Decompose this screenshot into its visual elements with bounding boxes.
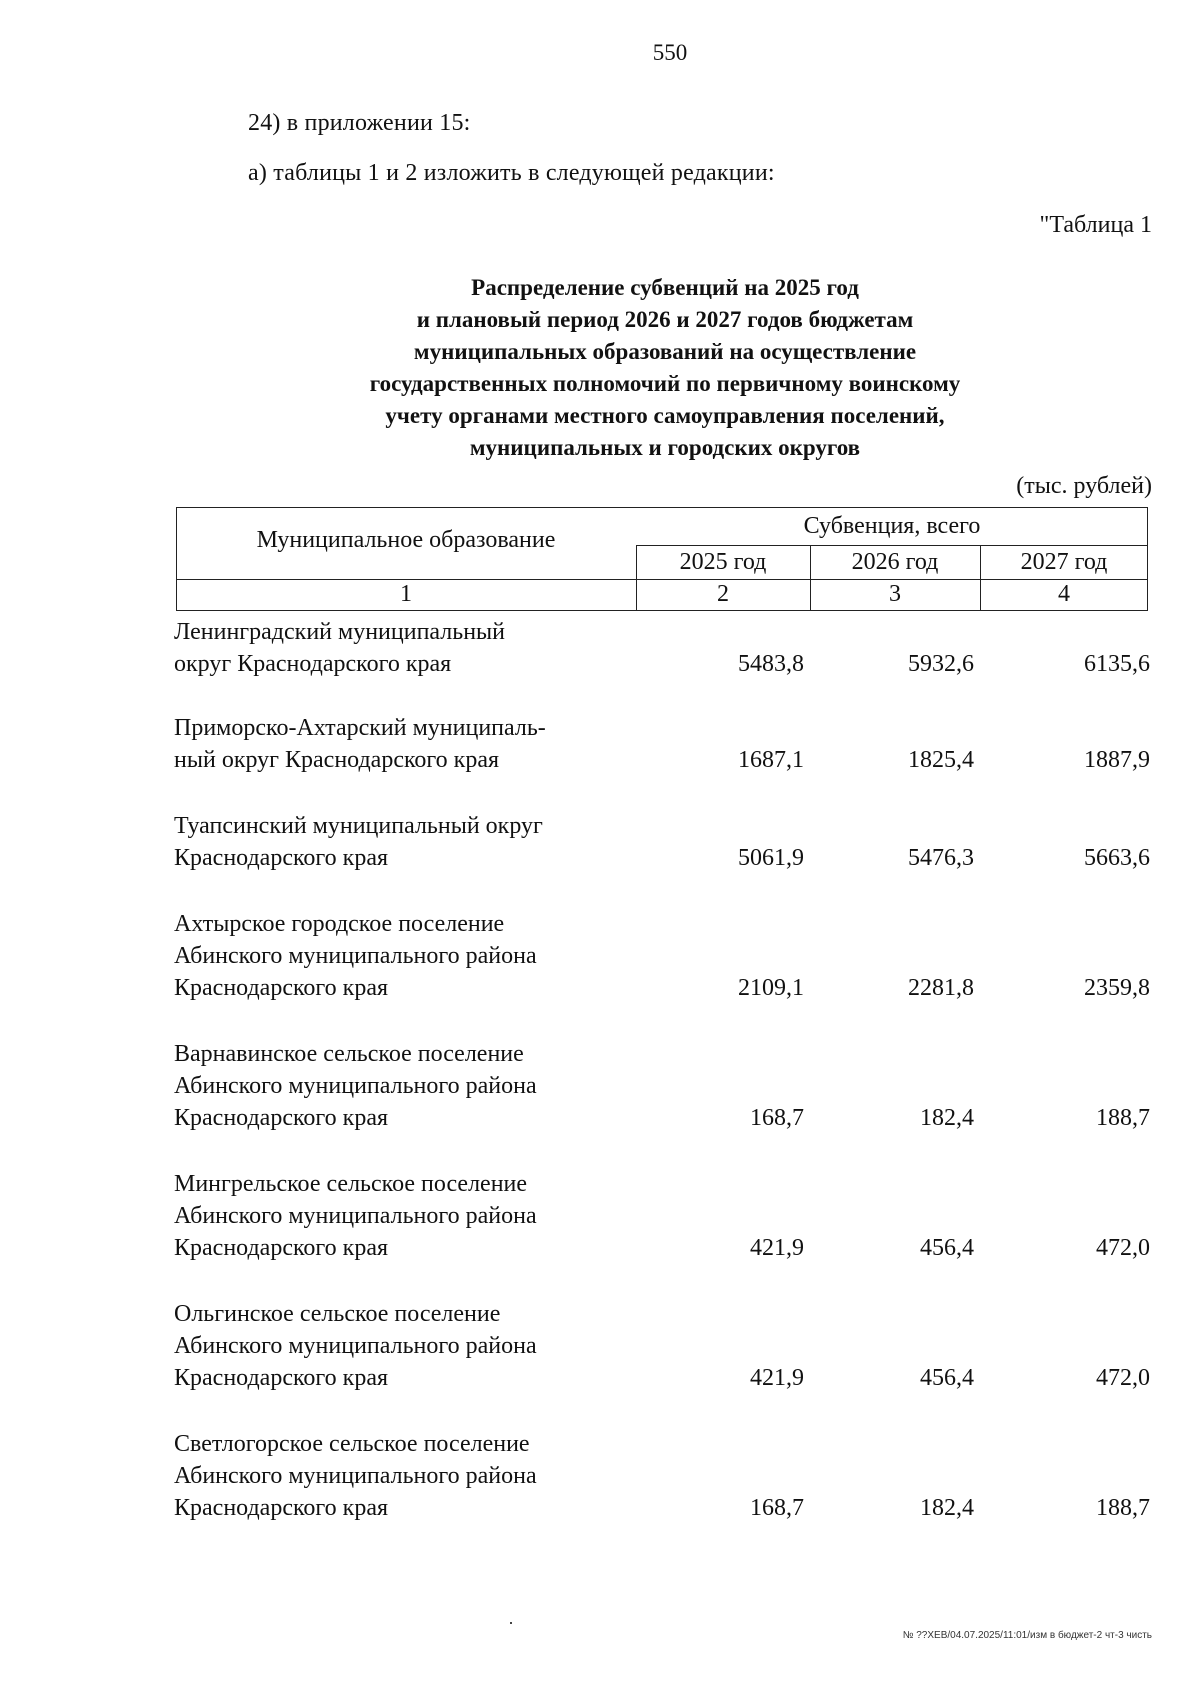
value-2025: 421,9 — [750, 1365, 804, 1391]
header-num-1: 1 — [400, 581, 412, 607]
row-name-line: Ольгинское сельское поселение — [174, 1301, 501, 1327]
value-2025: 421,9 — [750, 1235, 804, 1261]
header-top-border — [176, 507, 1148, 508]
value-2027: 1887,9 — [1084, 747, 1150, 773]
row-name-line: Ахтырское городское поселение — [174, 911, 505, 937]
row-name-line: Абинского муниципального района — [174, 1463, 537, 1489]
value-2027: 5663,6 — [1084, 845, 1150, 871]
header-year-2027: 2027 год — [1020, 549, 1108, 575]
header-year-2025: 2025 год — [679, 549, 767, 575]
row-name-line: Туапсинский муниципальный округ — [174, 813, 543, 839]
intro-line-2: а) таблицы 1 и 2 изложить в следующей редакции: — [248, 160, 775, 186]
units-label: (тыс. рублей) — [1016, 473, 1152, 499]
value-2027: 2359,8 — [1084, 975, 1150, 1001]
row-name-line: Краснодарского края — [174, 845, 389, 871]
header-group-border — [636, 545, 1148, 546]
row-name — [174, 1428, 634, 1524]
value-2027: 6135,6 — [1084, 651, 1150, 677]
row-name — [174, 908, 634, 1004]
row-name-line: Приморско-Ахтарский муниципаль- — [174, 715, 546, 741]
value-2026: 2281,8 — [908, 975, 974, 1001]
row-name-line: Ленинградский муниципальный — [174, 619, 506, 645]
title-line: учету органами местного самоуправления поселений, — [385, 403, 945, 428]
header-mid-border — [176, 579, 1148, 580]
table-label: "Таблица 1 — [1039, 212, 1152, 238]
value-2026: 456,4 — [920, 1365, 974, 1391]
title-line: государственных полномочий по первичному воинскому — [369, 371, 961, 396]
page-number: 550 — [652, 40, 688, 65]
row-name-line: Абинского муниципального района — [174, 1073, 537, 1099]
title-line: муниципальных образований на осуществление — [413, 339, 917, 364]
title-line: Распределение субвенций на 2025 год — [471, 275, 859, 300]
header-num-2: 2 — [717, 581, 729, 607]
table-header — [176, 507, 1148, 611]
value-2025: 5483,8 — [738, 651, 804, 677]
header-num-4: 4 — [1058, 581, 1070, 607]
header-num-3: 3 — [889, 581, 901, 607]
row-name — [174, 810, 634, 874]
row-name-line: Краснодарского края — [174, 975, 389, 1001]
value-2027: 188,7 — [1096, 1105, 1150, 1131]
value-2026: 5932,6 — [908, 651, 974, 677]
value-2027: 472,0 — [1096, 1235, 1150, 1261]
value-2026: 182,4 — [920, 1495, 974, 1521]
row-name-line: Абинского муниципального района — [174, 1333, 537, 1359]
row-name — [174, 712, 634, 776]
header-group: Субвенция, всего — [803, 513, 981, 539]
value-2026: 456,4 — [920, 1235, 974, 1261]
value-2026: 5476,3 — [908, 845, 974, 871]
row-name-line: округ Краснодарского края — [174, 651, 452, 677]
value-2025: 168,7 — [750, 1495, 804, 1521]
row-name-line: Краснодарского края — [174, 1495, 389, 1521]
row-name-line: Краснодарского края — [174, 1235, 389, 1261]
intro-line-1: 24) в приложении 15: — [248, 110, 471, 136]
row-name-line: Абинского муниципального района — [174, 943, 537, 969]
value-2026: 1825,4 — [908, 747, 974, 773]
header-bottom-border — [176, 610, 1148, 611]
row-name — [174, 1298, 634, 1394]
value-2025: 2109,1 — [738, 975, 804, 1001]
value-2025: 168,7 — [750, 1105, 804, 1131]
row-name-line: Краснодарского края — [174, 1105, 389, 1131]
value-2025: 1687,1 — [738, 747, 804, 773]
table-title — [250, 272, 1080, 464]
header-year-2026: 2026 год — [851, 549, 939, 575]
row-name-line: Абинского муниципального района — [174, 1203, 537, 1229]
row-name-line: Варнавинское сельское поселение — [174, 1041, 524, 1067]
row-name-line: Светлогорское сельское поселение — [174, 1431, 530, 1457]
title-line: и плановый период 2026 и 2027 годов бюджетам — [416, 307, 914, 332]
value-2026: 182,4 — [920, 1105, 974, 1131]
title-line: муниципальных и городских округов — [469, 435, 861, 460]
footer-stamp: № ??ХЕВ/04.07.2025/11:01/изм в бюджет-2 чт-3 чисть — [902, 1630, 1152, 1641]
row-name-line: Мингрельское сельское поселение — [174, 1171, 528, 1197]
row-name — [174, 1038, 634, 1134]
value-2027: 472,0 — [1096, 1365, 1150, 1391]
row-name-line: Краснодарского края — [174, 1365, 389, 1391]
row-name — [174, 1168, 634, 1264]
header-col-name: Муниципальное образование — [256, 527, 556, 553]
value-2025: 5061,9 — [738, 845, 804, 871]
value-2027: 188,7 — [1096, 1495, 1150, 1521]
scan-dot — [510, 1622, 512, 1624]
row-name-line: ный округ Краснодарского края — [174, 747, 500, 773]
row-name — [174, 616, 634, 680]
